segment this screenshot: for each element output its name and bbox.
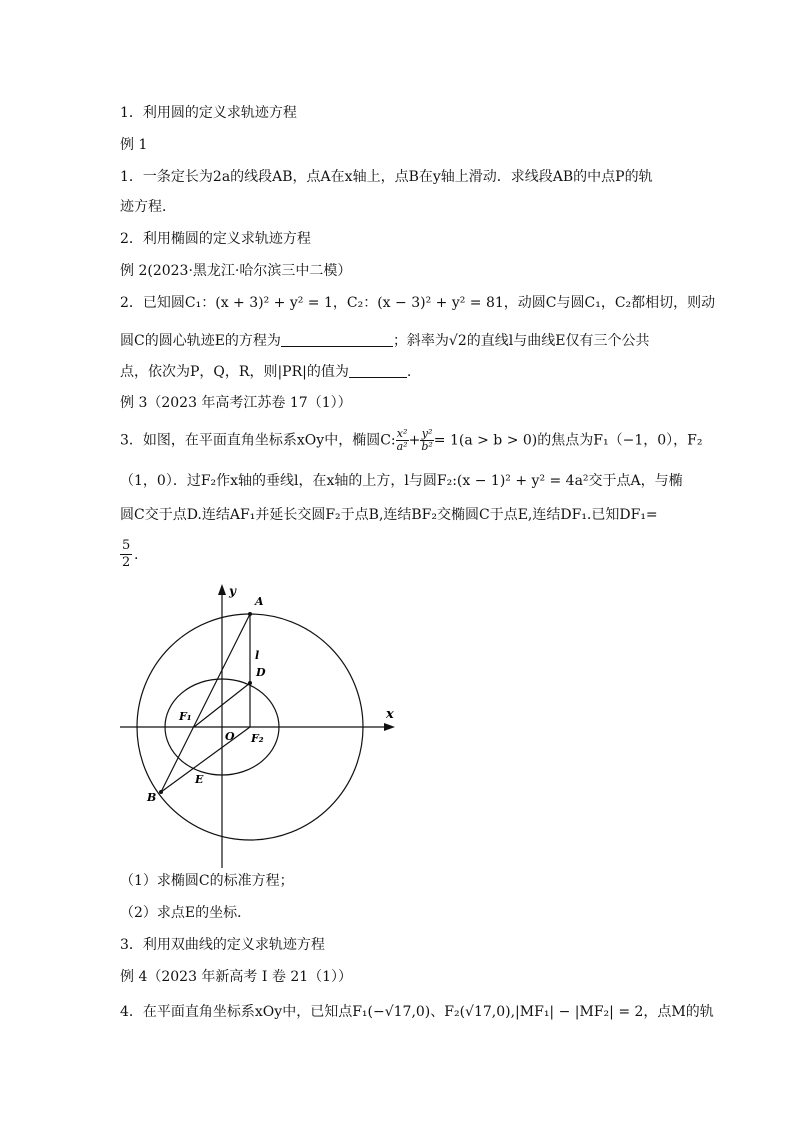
fraction-x2-over-a2 — [396, 428, 409, 453]
problem-3-line-3: 圆C交于点D.连结AF₁并延长交圆F₂于点B,连结BF₂交椭圆C于点E,连结DF₁.已知DF₁= — [120, 507, 658, 523]
label-f2: F₂ — [251, 732, 264, 745]
fraction-five-halves — [120, 538, 132, 571]
problem-3-line-1-text-a: 3．如图，在平面直角坐标系xOy中，椭圆C: — [120, 432, 396, 449]
label-y: y — [229, 584, 236, 598]
question-3-part-2: （2）求点E的坐标． — [120, 905, 252, 921]
example-3-label: 例 3（2023 年高考江苏卷 17（1）） — [120, 395, 352, 411]
example-4-label: 例 4（2023 年新高考 I 卷 21（1）） — [120, 969, 353, 985]
label-d: D — [256, 666, 266, 679]
label-e: E — [195, 773, 204, 786]
problem-2-line-2 — [120, 331, 649, 351]
label-o: O — [225, 730, 235, 743]
fraction-denominator: b² — [421, 440, 433, 453]
problem-2-line-2-text-b: ；斜率为√2的直线l与曲线E仅有三个公共 — [392, 333, 650, 349]
fraction-trailing-period: . — [134, 547, 139, 563]
label-l: l — [255, 649, 260, 662]
label-x: x — [386, 707, 394, 722]
problem-3-line-1 — [120, 428, 702, 453]
fraction-denominator: 2 — [122, 555, 131, 570]
answer-blank-1 — [281, 332, 393, 347]
example-1-label: 例 1 — [120, 137, 148, 153]
problem-4-line-1: 4．在平面直角坐标系xOy中，已知点F₁(−√17,0)、F₂(√17,0),|MF₁| − |MF₂| = 2，点M的轨 — [120, 1004, 714, 1020]
problem-3-line-1-text-b: = 1(a > b > 0)的焦点为F₁（−1，0），F₂ — [433, 432, 703, 449]
fraction-numerator: x² — [396, 427, 408, 440]
fraction-denominator: a² — [396, 440, 408, 453]
problem-1-line-1: 1．一条定长为2a的线段AB，点A在x轴上，点B在y轴上滑动．求线段AB的中点P的轨 — [120, 169, 653, 185]
problem-3-line-2: （1，0）．过F₂作x轴的垂线l，在x轴的上方，l与圆F₂:(x − 1)² + y² = 4a²交于点A，与椭 — [120, 473, 683, 489]
problem-2-line-1: 2．已知圆C₁：(x + 3)² + y² = 1，C₂：(x − 3)² + y² = 81，动圆C与圆C₁，C₂都相切，则动 — [120, 295, 716, 311]
problem-2-line-3-text-a: 点，依次为P，Q，R，则|PR|的值为 — [120, 364, 349, 380]
geometry-figure — [120, 578, 410, 868]
question-3-part-1: （1）求椭圆C的标准方程； — [120, 873, 294, 889]
segment-ab — [161, 614, 250, 792]
section-heading-circle: 1．利用圆的定义求轨迹方程 — [120, 105, 297, 121]
example-2-label: 例 2(2023·黑龙江·哈尔滨三中二模） — [120, 263, 352, 279]
point-b — [159, 790, 163, 794]
problem-2-line-3-text-b: . — [406, 364, 412, 380]
problem-1-line-2: 迹方程． — [120, 199, 176, 215]
section-heading-ellipse: 2．利用椭圆的定义求轨迹方程 — [120, 231, 311, 247]
point-a — [248, 612, 252, 616]
label-f1: F₁ — [179, 710, 192, 723]
segment-bf2 — [161, 727, 250, 792]
point-d — [248, 681, 252, 685]
fraction-numerator: 5 — [122, 538, 131, 553]
x-axis-arrow — [384, 723, 395, 731]
plus-sign: + — [408, 432, 421, 449]
problem-2-line-2-text-a: 圆C的圆心轨迹E的方程为 — [120, 333, 281, 349]
problem-2-line-3 — [120, 362, 411, 382]
answer-blank-2 — [349, 363, 407, 378]
label-b: B — [147, 791, 157, 804]
fraction-numerator: y² — [421, 427, 433, 440]
y-axis-arrow — [218, 584, 226, 595]
fraction-y2-over-b2 — [420, 428, 433, 453]
label-a: A — [255, 595, 264, 608]
section-heading-hyperbola: 3．利用双曲线的定义求轨迹方程 — [120, 937, 325, 953]
